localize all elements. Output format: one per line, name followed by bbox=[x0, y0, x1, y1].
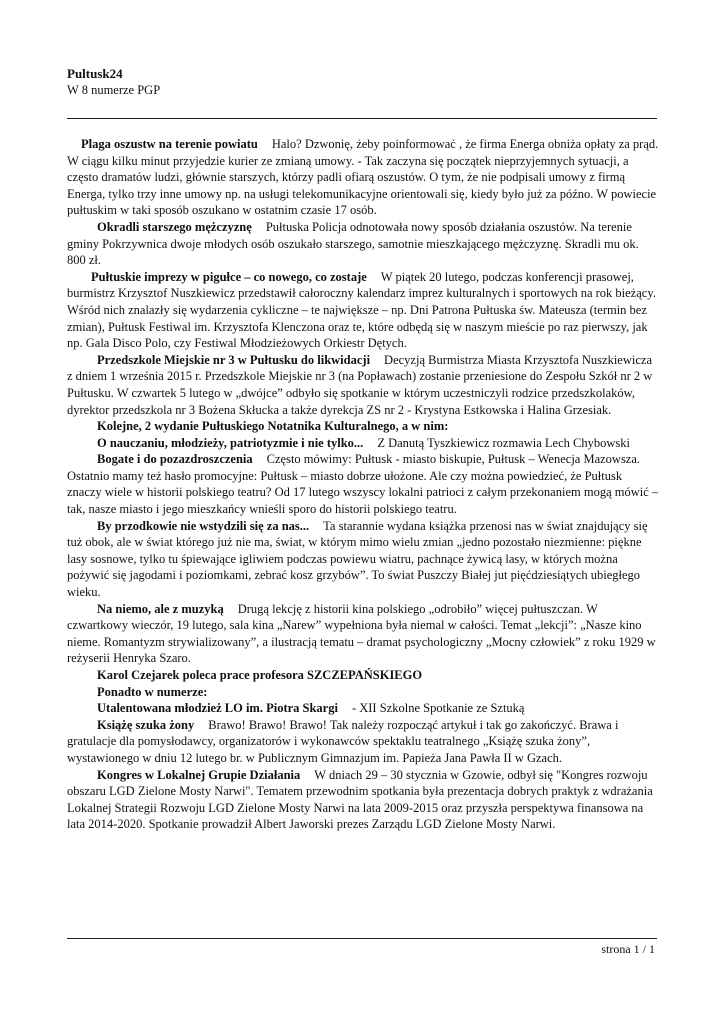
footer-divider bbox=[67, 938, 657, 939]
article-body: Drugą lekcję z historii kina polskiego „odrobiło” więcej pułtuszczan. W czwartkowy wieczór, 19 lutego, sala kina „Narew” wypełniona była niemal w całości. Temat „lekcji”: „Nasze kino nieme. Romantyzm strywializowany”, a ilustracją tematu – dramat psychologiczny „Mocny człowiek” z roku 1929 w reżyserii Henryka Szaro. bbox=[67, 601, 656, 666]
article-heading: Bogate i do pozazdroszczenia bbox=[97, 452, 253, 467]
article-item bbox=[67, 435, 659, 452]
page-number: strona 1 / 1 bbox=[601, 942, 655, 956]
article-heading: Plaga oszustw na terenie powiatu bbox=[81, 137, 258, 151]
article-heading: Kolejne, 2 wydanie Pułtuskiego Notatnika Kulturalnego, a w nim: bbox=[97, 419, 449, 434]
article-item bbox=[67, 684, 659, 701]
site-title: Pultusk24 bbox=[67, 66, 123, 81]
article-heading: O nauczaniu, młodzieży, patriotyzmie i nie tylko... bbox=[97, 435, 364, 450]
article-item bbox=[67, 219, 659, 269]
article-item bbox=[67, 418, 659, 435]
article-item bbox=[67, 451, 659, 517]
article-item bbox=[67, 269, 659, 352]
article-item bbox=[67, 717, 659, 767]
article-body: Ta starannie wydana książka przenosi nas w świat znajdujący się tuż obok, ale w świat którego już nie ma, świat, w którym mimo wielu zmian „jedno pozostało niezmienne: piękne lasy sosnowe, tylko tu śpiewające igliwiem podczas powiewu wiatru, pachnące żywicą lasy, w których można pożywić się jagodami i poziomkami, zebrać kosz grzybów”. To świat Puszczy Białej jut pięćdziesiątych ubiegłego wieku. bbox=[67, 518, 648, 600]
article-body: W piątek 20 lutego, podczas konferencji prasowej, burmistrz Krzysztof Nuszkiewicz przedstawił całoroczny kalendarz imprez kulturalnych i sportowych na rok bieżący. Wśród nich znalazły się wydarzenia cykliczne – te największe – np. Dni Patrona Pułtuska św. Mateusza (termin bez zmian), Pułtusk Festiwal im. Krzysztofa Klenczona oraz te, które odbędą się w naszym mieście po raz pierwszy, jak np. Gala Disco Polo, czy Festiwal Młodzieżowych Orkiestr Dętych. bbox=[67, 269, 656, 351]
article-heading: Ponadto w numerze: bbox=[97, 684, 208, 699]
article-item bbox=[67, 601, 659, 667]
article-body: - XII Szkolne Spotkanie ze Sztuką bbox=[351, 701, 525, 716]
article-heading: Kongres w Lokalnej Grupie Działania bbox=[97, 767, 301, 782]
article-body: Halo? Dzwonię, żeby poinformować , że firma Energa obniża opłaty za prąd. W ciągu kilku minut przyjedzie kurier ze zmianą umowy. - Tak zaczyna się początek nieprzyjemnych sytuacji, a często dramatów ludzi, głównie starszych, którzy padli ofiarą oszustów. O tym, że nie podpisali umowy z firmą Energa, tylko trzy inne umowy np. na usługi telekomunikacyjne orientowali się, kiedy było już za późno. W powiecie pułtuskim w taki sposób oszukano w ostatnim czasie 17 osób. bbox=[67, 137, 659, 218]
article-heading: Pułtuskie imprezy w pigułce – co nowego, co zostaje bbox=[91, 269, 367, 284]
article-item bbox=[67, 352, 659, 418]
article-heading: Przedszkole Miejskie nr 3 w Pułtusku do likwidacji bbox=[97, 352, 371, 367]
header-divider bbox=[67, 118, 657, 119]
article-heading: By przodkowie nie wstydzili się za nas... bbox=[97, 518, 310, 533]
article-heading: Książę szuka żony bbox=[97, 717, 195, 732]
article-item bbox=[67, 700, 659, 717]
article-item bbox=[67, 667, 659, 684]
article-item bbox=[67, 518, 659, 601]
article-body: Decyzją Burmistrza Miasta Krzysztofa Nuszkiewicza z dniem 1 września 2015 r. Przedszkole Miejskie nr 3 (na Popławach) zostanie przeniesione do Zespołu Szkół nr 2 w Pułtusku. W czwartek 5 lutego w „dwójce” odbyło się spotkanie w którym uczestniczyli rodzice przedszkolaków, dyrektor przedszkola nr 3 Bożena Skłucka a także dyrekcja ZS nr 2 - Krystyna Estkowska i Halina Grzesiak. bbox=[67, 352, 653, 417]
article-item bbox=[67, 136, 659, 219]
article-list bbox=[67, 136, 659, 833]
article-heading: Okradli starszego mężczyznę bbox=[97, 219, 252, 234]
article-heading: Utalentowana młodzież LO im. Piotra Skargi bbox=[97, 701, 338, 716]
article-body: Pułtuska Policja odnotowała nowy sposób działania oszustów. Na terenie gminy Pokrzywnica dwoje młodych osób oszukało starszego, samotnie mieszkającego mężczyznę. Skradli mu ok. 800 zł. bbox=[67, 219, 639, 268]
article-body: Często mówimy: Pułtusk - miasto biskupie, Pułtusk – Wenecja Mazowsza. Ostatnio mamy też hasło promocyjne: Pułtusk – miasto dobrze ułożone. Ale czy można powiedzieć, że Pułtusk znaczy wiele w historii polskiego teatru? Od 17 lutego wszyscy lokalni patrioci z całym przekonaniem mogą mówić – tak, nasze miasto i jego mieszkańcy wnieśli sporo do historii polskiego teatru. bbox=[67, 452, 659, 517]
article-heading: Na niemo, ale z muzyką bbox=[97, 601, 224, 616]
page-header bbox=[67, 66, 667, 98]
article-item bbox=[67, 767, 659, 833]
issue-subtitle: W 8 numerze PGP bbox=[67, 83, 161, 97]
article-body: Z Danutą Tyszkiewicz rozmawia Lech Chybowski bbox=[377, 435, 630, 450]
article-heading: Karol Czejarek poleca prace profesora SZCZEPAŃSKIEGO bbox=[97, 668, 423, 682]
article-body: W dniach 29 – 30 stycznia w Gzowie, odbył się "Kongres rozwoju obszaru LGD Zielone Mosty Narwi". Tematem przewodnim spotkania była prezentacja dobrych praktyk z wdrażania Lokalnej Strategii Rozwoju LGD Zielone Mosty Narwi na lata 2009-2015 oraz przyszła perspektywa finansowa na lata 2014-2020. Spotkanie prowadził Albert Jaworski prezes Zarządu LGD Zielone Mosty Narwi. bbox=[67, 767, 653, 832]
article-body: Brawo! Brawo! Brawo! Tak należy rozpocząć artykuł i tak go zakończyć. Brawa i gratulacje dla pomysłodawcy, organizatorów i wykonawców spektaklu teatralnego „Książę szuka żony”, wystawionego w dniu 12 lutego br. w Publicznym Gimnazjum im. Papieża Jana Pawła II w Gzach. bbox=[67, 717, 619, 765]
